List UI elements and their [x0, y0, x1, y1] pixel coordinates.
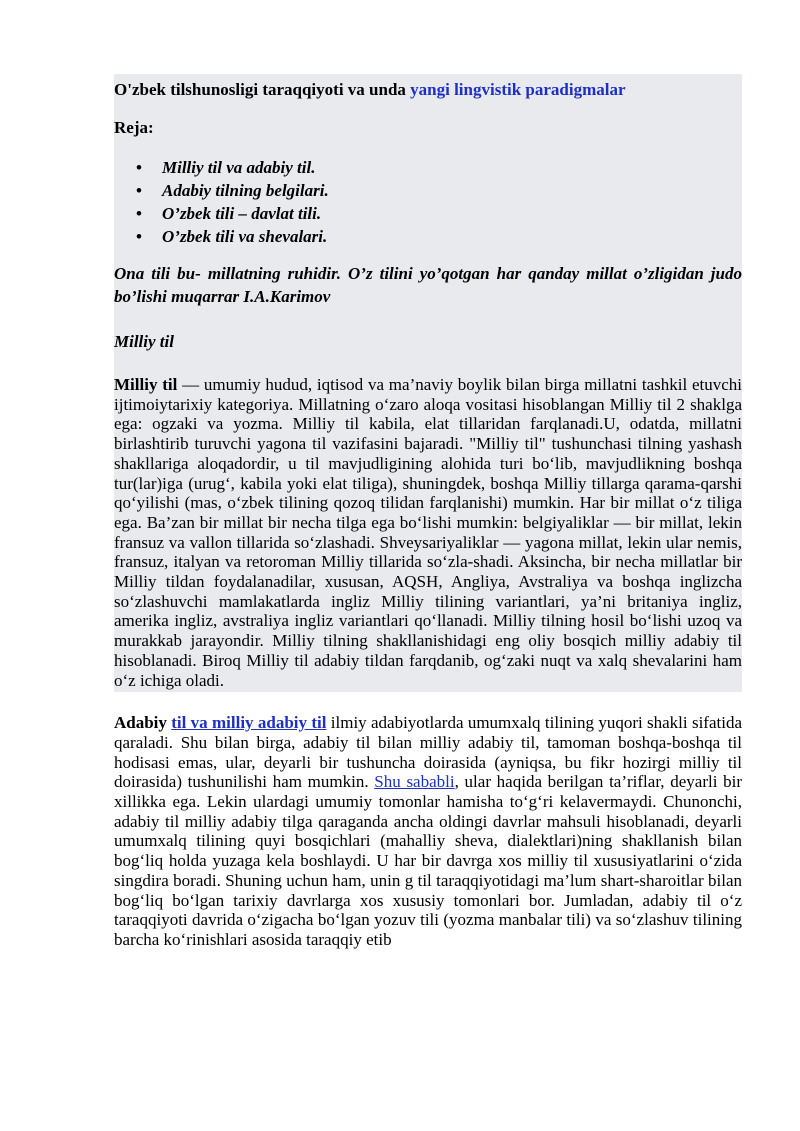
plan-item: • O’zbek tili va shevalari. [136, 227, 328, 246]
document-title [114, 74, 742, 105]
paragraph-text: — umumiy hudud, iqtisod va ma’naviy boylik bilan birga millatni tashkil etuvchi ijtimoiytarixiy kategoriya. Millatning oʻzaro aloqa vositasi hisoblangan Milliy til 2 shaklga ega: ogzaki va yozma. Milliy til kabila, elat tillaridan farqlanadi.U, odatda, millatni birlashtirib turuvchi yagona til vazifasini bajaradi. "Milliy til" tushunchasi tilning yashash shakllariga aloqadordir, u til mavjudligining alohida turi boʻlib, mavjudlikning boshqa tur(lar)iga (urugʻ, kabila yoki elat tiliga), shuningdek, boshqa Milliy tillarga qarama-qarshi qoʻyilishi (mas, oʻzbek tilining qozoq tilidan farqlanishi) mumkin. Har bir millat oʻz tiliga ega. Ba’zan bir millat bir necha tilga ega boʻlishi mumkin: belgiyaliklar — bir millat, lekin fransuz va vallon tillarida soʻzlashadi. Shveysariyaliklar — yagona millat, lekin ular nemis, fransuz, italyan va retoroman Milliy tillarida soʻzla-shadi. Aksincha, bir necha millatlar bir Milliy tildan foydalanadilar, xususan, AQSH, Angliya, Avstraliya va boshqa inglizcha soʻzlashuvchi mamlakatlarda ingliz Milliy tilining variantlari, ya’ni britaniya ingliz, amerika ingliz, avstraliya ingliz variantlari qoʻllanadi. Milliy tilning hosil boʻlishi uzoq va murakkab jarayondir. Milliy tilning shakllanishidagi eng oliy bosqich milliy adabiy til hisoblanadi. Biroq Milliy til adabiy tildan farqdanib, ogʻzaki nuqt va xalq shevalarini ham oʻz ichiga oladi. [114, 375, 743, 690]
plan-item: • Milliy til va adabiy til. [136, 158, 316, 177]
term-adabiy: Adabiy [114, 713, 167, 733]
term-milliy-til: Milliy til [114, 375, 178, 394]
paragraph-adabiy-til [114, 692, 742, 949]
paragraph-text: ilmiy adabiyotlarda umumxalq tilining yuqori shakli sifatida qaraladi. Shu bilan birga, adabiy til bilan milliy adabiy til, tamoman boshqa-boshqa til hodisasi emas, ular, deyarli bir tushuncha doirasida (ayniqsa, bu fikr hozirgi milliy til doirasida) tushunilishi ham mumkin. [114, 713, 742, 792]
link-adabiy-til[interactable]: til va milliy adabiy til [171, 713, 327, 733]
paragraph-milliy-til [114, 367, 742, 692]
plan-heading: Reja: [114, 118, 154, 137]
plan-list [114, 150, 742, 252]
bullet-icon: • [136, 181, 142, 200]
bullet-icon: • [136, 204, 142, 223]
title-text: O'zbek tilshunosligi taraqqiyoti va unda [114, 80, 411, 99]
bullet-icon: • [136, 227, 142, 246]
plan-item: • O’zbek tili – davlat tili. [136, 204, 322, 223]
plan-item: • Adabiy tilning belgilari. [136, 181, 329, 200]
document-page [114, 74, 742, 950]
paragraph-text: , ular haqida berilgan ta’riflar, deyarli bir xillikka ega. Lekin ulardagi umumiy tomonlar hamisha toʻgʻri kelavermaydi. Chunonchi, adabiy til milliy adabiy tilga qaraganda ancha oldingi davrlar mahsuli hisoblanadi, deyarli umumxalq tilining quyi bosqichlari (mahalliy sheva, dialektlari)ning shakllanish bilan bogʻliq holda yuzaga kela boshlaydi. U har bir davrga xos milliy til xususiyatlarini oʻzida singdira boradi. Shuning uchun ham, unin g til taraqqiyotidagi ma’lum shart-sharoitlar bilan bogʻliq boʻlgan tarixiy davrlarga xos xususiy tomonlari bor. Jumladan, adabiy til oʻz taraqqiyoti davrida oʻzigacha boʻlgan yozuv tili (yozma manbalar tili) va soʻzlashuv tilining barcha koʻrinishlari asosida taraqqiy etib [114, 772, 743, 949]
epigraph-quote: Ona tili bu- millatning ruhidir. O’z tilini yo’qotgan har qanday millat o’zligidan judo bo’lishi muqarrar I.A.Karimov [114, 252, 742, 317]
title-highlight: yangi lingvistik paradigmalar [410, 80, 626, 99]
link-shu-sababli[interactable]: Shu sababli [374, 772, 455, 792]
bullet-icon: • [136, 158, 142, 177]
plan-block [114, 105, 742, 252]
section-heading: Milliy til [114, 317, 742, 367]
